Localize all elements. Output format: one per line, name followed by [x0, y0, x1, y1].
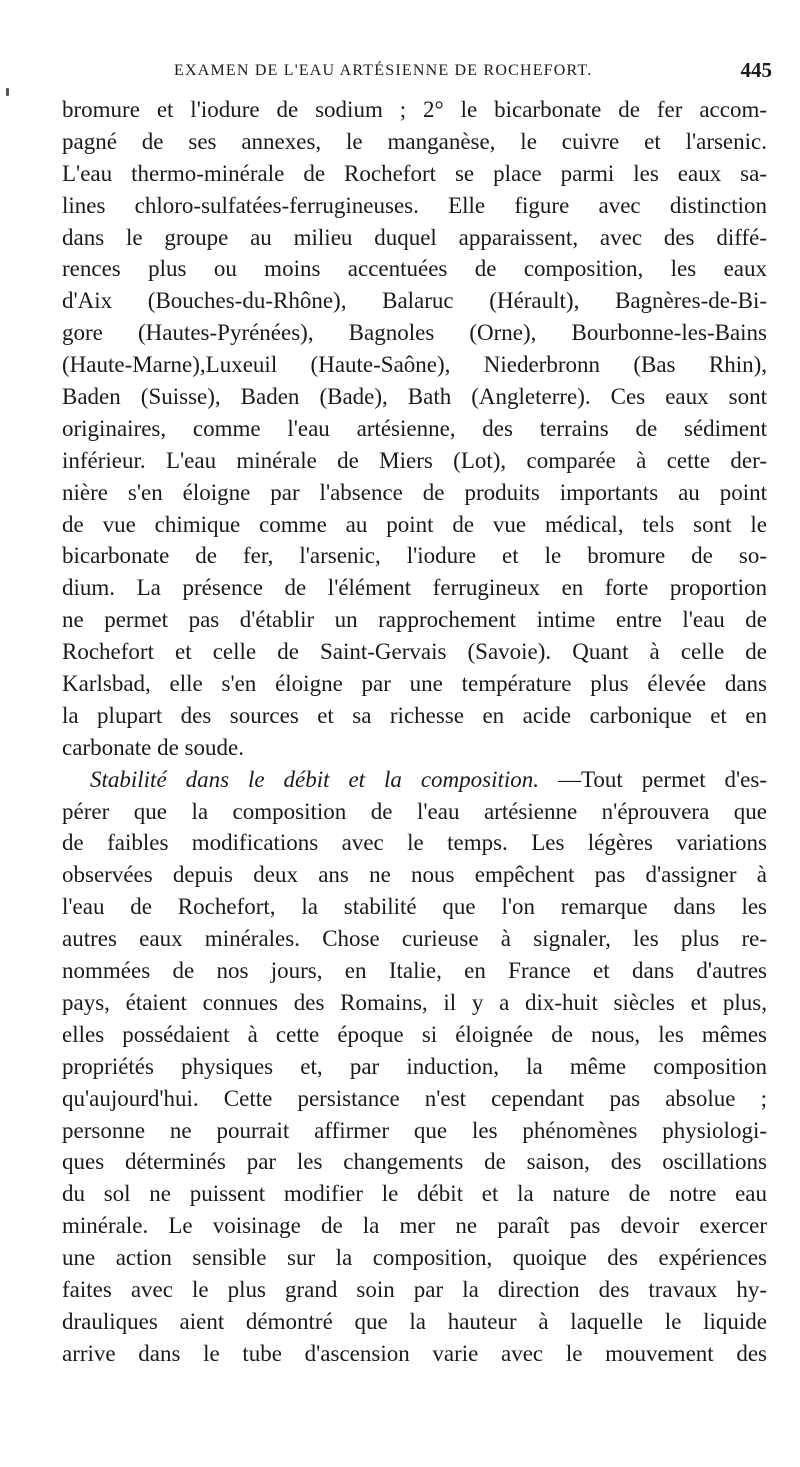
- body-text: [62, 94, 767, 1370]
- text-line: l'eau de Rochefort, la stabilité que l'on remarque dans les: [62, 894, 767, 920]
- text-line: une action sensible sur la composition, quoique des expériences: [62, 1245, 767, 1271]
- text-line: la plupart des sources et sa richesse en acide carbonique et en: [62, 702, 767, 728]
- text-line: Karlsbad, elle s'en éloigne par une température plus élevée dans: [62, 671, 767, 697]
- text-line: carbonate de soude.: [62, 734, 245, 760]
- text-line: rences plus ou moins accentuées de composition, les eaux: [62, 256, 767, 282]
- text-line: qu'aujourd'hui. Cette persistance n'est cependant pas absolue ;: [62, 1085, 767, 1111]
- page-header: [62, 58, 772, 88]
- paragraph-first-line: [62, 764, 767, 796]
- text-line: lines chloro-sulfatées-ferrugineuses. Elle figure avec distinction: [62, 192, 767, 218]
- text-line: elles possédaient à cette époque si éloignée de nous, les mêmes: [62, 1021, 767, 1047]
- text-line: Rochefort et celle de Saint-Gervais (Savoie). Quant à celle de: [62, 639, 767, 665]
- section-heading: Stabilité dans le débit et la composition.: [90, 766, 540, 792]
- text-line: nière s'en éloigne par l'absence de produits importants au point: [62, 479, 767, 505]
- text-line: arrive dans le tube d'ascension varie avec le mouvement des: [62, 1340, 767, 1366]
- text-line: d'Aix (Bouches-du-Rhône), Balaruc (Hérault), Bagnères-de-Bi-: [62, 288, 767, 314]
- text-line: gore (Hautes-Pyrénées), Bagnoles (Orne), Bourbonne-les-Bains: [62, 320, 767, 346]
- text-line: L'eau thermo-minérale de Rochefort se place parmi les eaux sa-: [62, 160, 767, 186]
- text-line: Baden (Suisse), Baden (Bade), Bath (Angleterre). Ces eaux sont: [62, 384, 767, 410]
- text-line: pagné de ses annexes, le manganèse, le cuivre et l'arsenic.: [62, 128, 767, 154]
- margin-mark: [6, 88, 9, 96]
- text-line: bicarbonate de fer, l'arsenic, l'iodure et le bromure de so-: [62, 543, 767, 569]
- text-line: de faibles modifications avec le temps. Les légères variations: [62, 830, 767, 856]
- text-line: bromure et l'iodure de sodium ; 2° le bicarbonate de fer accom-: [62, 97, 767, 122]
- text-line: faites avec le plus grand soin par la direction des travaux hy-: [62, 1276, 767, 1302]
- text-line: personne ne pourrait affirmer que les phénomènes physiologi-: [62, 1117, 767, 1143]
- text-line: de vue chimique comme au point de vue médical, tels sont le: [62, 511, 767, 537]
- text-line: (Haute-Marne),Luxeuil (Haute-Saône), Niederbronn (Bas Rhin),: [62, 352, 767, 378]
- text-line: drauliques aient démontré que la hauteur à laquelle le liquide: [62, 1308, 767, 1334]
- text-line: du sol ne puissent modifier le débit et la nature de notre eau: [62, 1181, 767, 1207]
- text-fragment: —Tout permet d'es-: [539, 766, 767, 792]
- text-line: ne permet pas d'établir un rapprochement intime entre l'eau de: [62, 607, 767, 633]
- text-line: ques déterminés par les changements de saison, des oscillations: [62, 1149, 767, 1175]
- text-line: inférieur. L'eau minérale de Miers (Lot), comparée à cette der-: [62, 447, 767, 473]
- text-line: originaires, comme l'eau artésienne, des terrains de sédiment: [62, 415, 767, 441]
- text-line: nommées de nos jours, en Italie, en France et dans d'autres: [62, 958, 767, 984]
- text-line: dans le groupe au milieu duquel apparaissent, avec des diffé-: [62, 224, 767, 250]
- text-line: observées depuis deux ans ne nous empêchent pas d'assigner à: [62, 862, 767, 888]
- text-line: pérer que la composition de l'eau artésienne n'éprouvera que: [62, 798, 767, 824]
- text-line: minérale. Le voisinage de la mer ne paraît pas devoir exercer: [62, 1213, 767, 1239]
- page-number: 445: [740, 58, 772, 82]
- text-line: dium. La présence de l'élément ferrugineux en forte proportion: [62, 575, 767, 601]
- text-line: autres eaux minérales. Chose curieuse à signaler, les plus re-: [62, 926, 767, 952]
- running-title: EXAMEN DE L'EAU ARTÉSIENNE DE ROCHEFORT.: [174, 62, 593, 79]
- text-line: pays, étaient connues des Romains, il y a dix-huit siècles et plus,: [62, 989, 767, 1015]
- text-line: propriétés physiques et, par induction, la même composition: [62, 1053, 767, 1079]
